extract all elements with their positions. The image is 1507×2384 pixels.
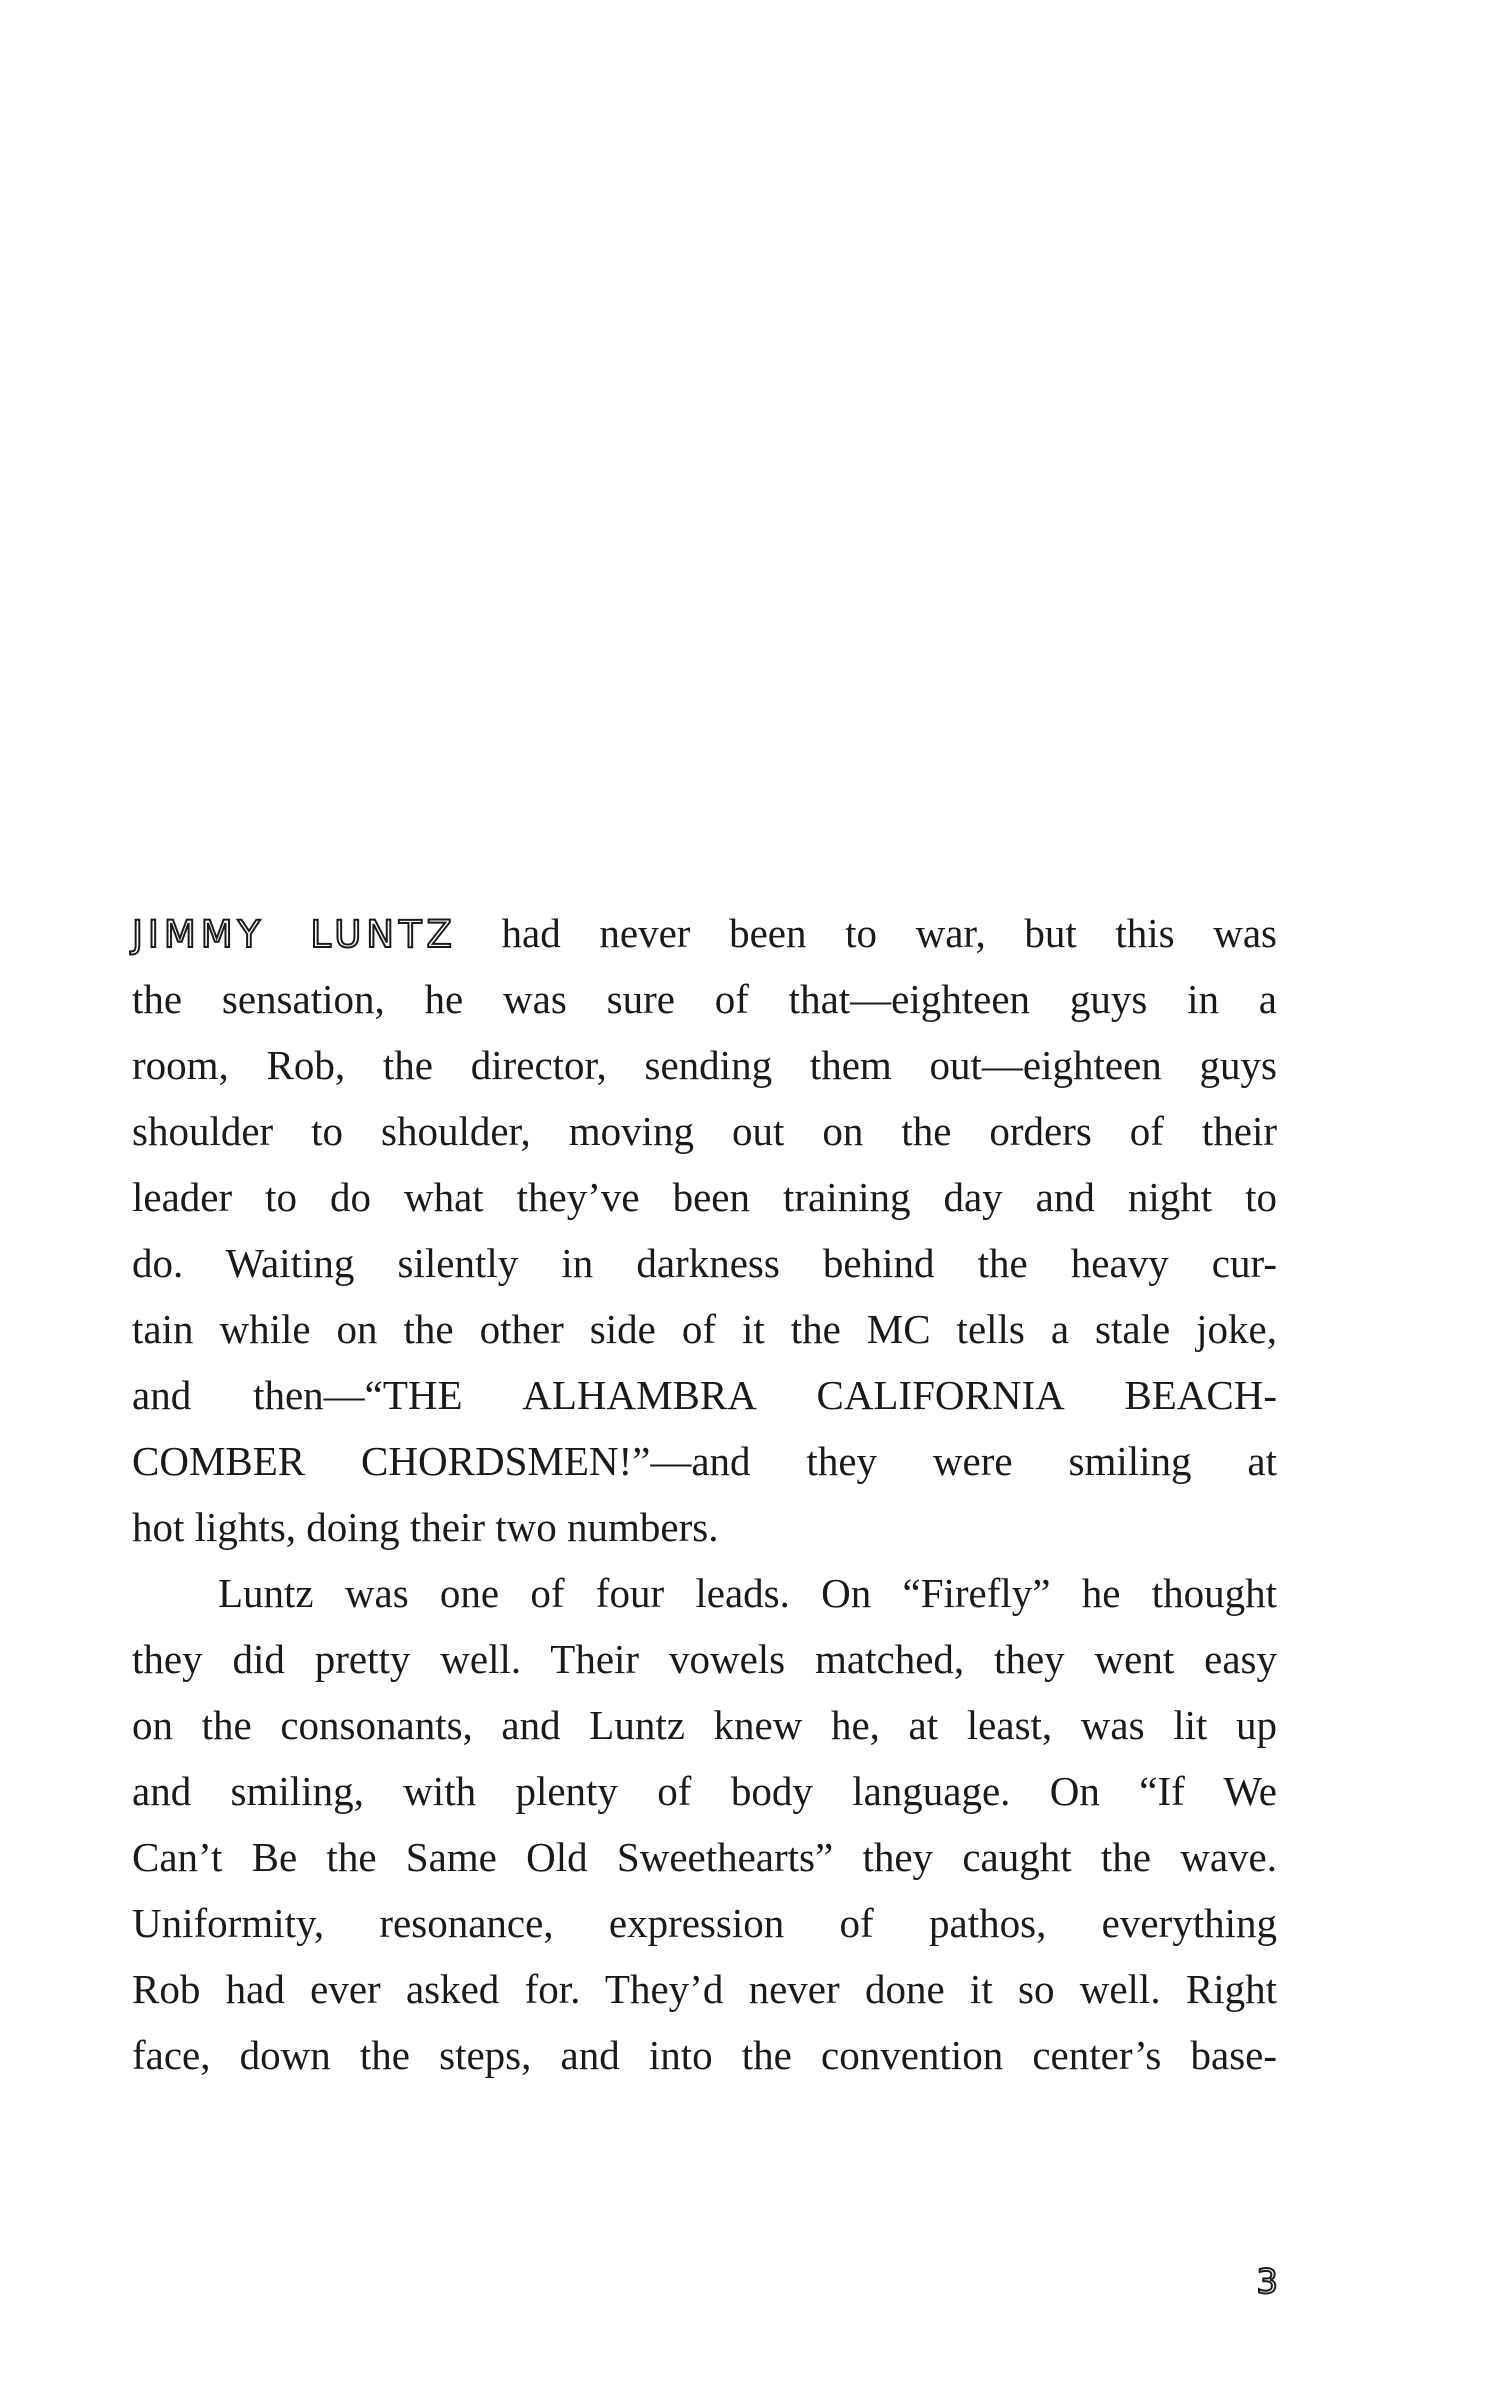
opening-name: JIMMY LUNTZ	[132, 913, 457, 956]
text-line: shoulder to shoulder, moving out on the orders of their	[132, 1108, 1277, 1154]
text-line: room, Rob, the director, sending them out—eighteen guys	[132, 1042, 1277, 1088]
text-line: and smiling, with plenty of body language. On “If We	[132, 1768, 1277, 1814]
opening-line-text: had never been to war, but this was	[501, 910, 1277, 956]
text-line: COMBER CHORDSMEN!”—and they were smiling at	[132, 1438, 1277, 1484]
text-line: Can’t Be the Same Old Sweethearts” they caught the wave.	[132, 1834, 1277, 1880]
text-line: do. Waiting silently in darkness behind the heavy cur-	[132, 1240, 1277, 1286]
text-line: hot lights, doing their two numbers.	[132, 1504, 719, 1550]
page-number: 3	[1256, 2262, 1278, 2302]
text-line: Uniformity, resonance, expression of pathos, everything	[132, 1900, 1277, 1946]
text-line: on the consonants, and Luntz knew he, at least, was lit up	[132, 1702, 1277, 1748]
text-line: face, down the steps, and into the convention center’s base-	[132, 2032, 1277, 2078]
body-text	[132, 900, 1277, 2088]
paragraph-start-line: Luntz was one of four leads. On “Firefly” he thought	[218, 1570, 1277, 1616]
text-line: they did pretty well. Their vowels matched, they went easy	[132, 1636, 1277, 1682]
text-line: Rob had ever asked for. They’d never done it so well. Right	[132, 1966, 1277, 2012]
text-line: leader to do what they’ve been training day and night to	[132, 1174, 1277, 1220]
text-line: the sensation, he was sure of that—eighteen guys in a	[132, 976, 1277, 1022]
opening-line	[132, 900, 1277, 966]
text-line: tain while on the other side of it the MC tells a stale joke,	[132, 1306, 1277, 1352]
text-line: and then—“THE ALHAMBRA CALIFORNIA BEACH-	[132, 1372, 1277, 1418]
